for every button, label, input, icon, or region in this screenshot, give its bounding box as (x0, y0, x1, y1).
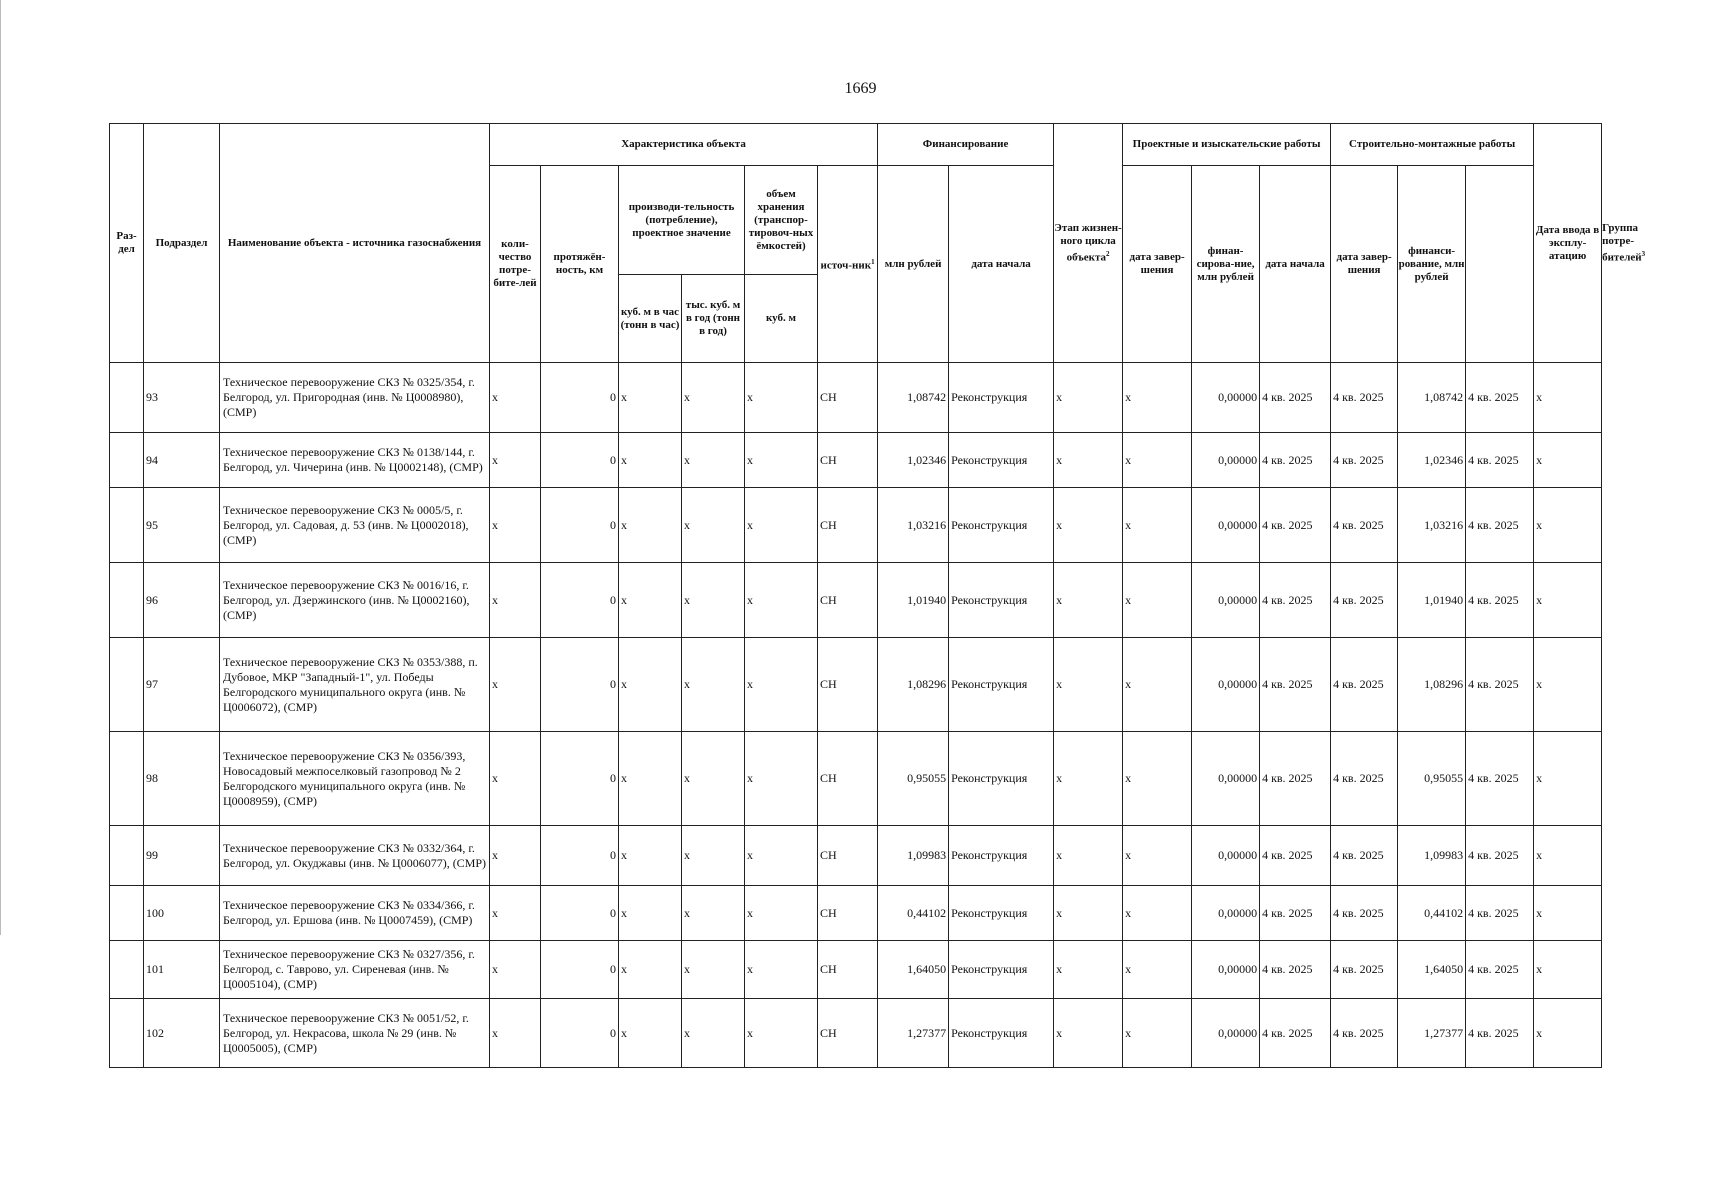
design-start-cell: x (1054, 563, 1123, 638)
object-name-cell: Техническое перевооружение СКЗ № 0327/356, г. Белгород, с. Таврово, ул. Сиреневая (инв. № Ц0005104), (СМР) (220, 941, 490, 999)
construction-financing-cell: 1,09983 (1398, 826, 1466, 886)
stage-cell: Реконструкция (949, 732, 1054, 826)
razdel-cell (110, 433, 144, 488)
consumer-group-cell: x (1534, 363, 1602, 433)
construction-end-cell: 4 кв. 2025 (1331, 363, 1398, 433)
design-start-cell: x (1054, 826, 1123, 886)
design-start-cell: x (1054, 732, 1123, 826)
object-name-cell: Техническое перевооружение СКЗ № 0016/16, г. Белгород, ул. Дзержинского (инв. № Ц0002160), (СМР) (220, 563, 490, 638)
table-row (110, 886, 1602, 941)
razdel-cell (110, 886, 144, 941)
source-cell: СН (818, 732, 878, 826)
design-end-cell: x (1123, 886, 1192, 941)
gas-objects-table: Раз-дел Подраздел Наименование объекта - источника газоснабжения Характеристика объекта Финансирование Этап жизнен-ного цикла объекта$^2$ Проектные и изыскательские работы Строительно-монтажные работы Дата ввода в эксплу-атацию Группа потре-бителей$^3$ коли-чество потре-бите-лей протяжён-ность, км производи-тельность (потребление), проектное значение объем хранения (транспор-тировоч-ных ёмкостей) источ-ник$^1$ млн рублей дата начала дата завер-шения финан-сирова-ние, млн рублей дата начала дата завер-шения финанси-рование, млн рублей куб. м в час (тонн в час) тыс. куб. м в год (тонн в год) куб. м 93 Техническое перевооружение СКЗ № 0325/354, г. Белгород, ул. Пригородная (инв. № Ц0008980), (СМР) x 0 x x x СН 1,08742 Реконструкция x x 0,00000 4 кв. 2025 4 кв. 2025 1,08742 4 кв. 2025 x 94 Техническое перевооружение СКЗ № 0138/144, г. Белгород, ул. Чичерина (инв. № Ц0002148), (СМР) x 0 x x x СН 1,02346 Реконструкция x x 0,00000 4 кв. 2025 4 кв. 2025 1,02346 4 кв. 2025 x 95 Техническое перевооружение СКЗ № 0005/5, г. Белгород, ул. Садовая, д. 53 (инв. № Ц0002018), (СМР) x 0 x x x СН 1,03216 Реконструкция x x 0,00000 4 кв. 2025 4 кв. 2025 1,03216 4 кв. 2025 x 96 Техническое перевооружение СКЗ № 0016/16, г. Белгород, ул. Дзержинского (инв. № Ц0002160), (СМР) x 0 x x x СН 1,01940 Реконструкция x x 0,00000 4 кв. 2025 4 кв. 2025 1,01940 4 кв. 2025 x 97 Техническое перевооружение СКЗ № 0353/388, п. Дубовое, МКР "Западный-1", ул. Победы Белгородского муниципального округа (инв. № Ц0006072), (СМР) x 0 x x x СН 1,08296 Реконструкция x x 0,00000 4 кв. 2025 4 кв. 2025 1,08296 4 кв. 2025 x 98 Техническое перевооружение СКЗ № 0356/393, Новосадовый межпоселковый газопровод № 2 Белгородского муниципального округа (инв. № Ц0008959), (СМР) x 0 x x x СН 0,95055 Реконструкция x x 0,00000 4 кв. 2025 4 кв. 2025 0,95055 4 кв. 2025 x 99 Техническое перевооружение СКЗ № 0332/364, г. Белгород, ул. Окуджавы (инв. № Ц0006077), (СМР) x 0 x x x СН 1,09983 Реконструкция x x 0,00000 4 кв. 2025 4 кв. 2025 1,09983 4 кв. 2025 x 100 Техническое перевооружение СКЗ № 0334/366, г. Белгород, ул. Ершова (инв. № Ц0007459), (СМР) x 0 x x x СН 0,44102 Реконструкция x x 0,00000 4 кв. 2025 4 кв. 2025 0,44102 4 кв. 2025 x 101 Техническое перевооружение СКЗ № 0327/356, г. Белгород, с. Таврово, ул. Сиреневая (инв. № Ц0005104), (СМР) x 0 x x x СН 1,64050 Реконструкция x x 0,00000 4 кв. 2025 4 кв. 2025 1,64050 4 кв. 2025 x 102 Техническое перевооружение СКЗ № 0051/52, г. Белгород, ул. Некрасова, школа № 29 (инв. № Ц0005005), (СМР) x 0 x x x СН 1,27377 Реконструкция x x 0,00000 4 кв. 2025 4 кв. 2025 1,27377 4 кв. 2025 x (109, 123, 1602, 1068)
stage-cell: Реконструкция (949, 826, 1054, 886)
capacity-year-cell: x (682, 886, 745, 941)
capacity-hour-cell: x (619, 886, 682, 941)
design-financing-cell: 0,00000 (1192, 433, 1260, 488)
length-cell: 0 (541, 732, 619, 826)
storage-cell: x (745, 886, 818, 941)
consumers-cell: x (490, 826, 541, 886)
storage-cell: x (745, 941, 818, 999)
consumers-cell: x (490, 488, 541, 563)
subsection-cell: 96 (144, 563, 220, 638)
construction-start-cell: 4 кв. 2025 (1260, 732, 1331, 826)
design-financing-cell: 0,00000 (1192, 363, 1260, 433)
source-cell: СН (818, 941, 878, 999)
object-name-cell: Техническое перевооружение СКЗ № 0334/366, г. Белгород, ул. Ершова (инв. № Ц0007459), (СМР) (220, 886, 490, 941)
storage-cell: x (745, 826, 818, 886)
razdel-cell (110, 999, 144, 1068)
subsection-cell: 94 (144, 433, 220, 488)
consumer-group-cell: x (1534, 638, 1602, 732)
mln-cell: 1,08296 (878, 638, 949, 732)
design-financing-cell: 0,00000 (1192, 732, 1260, 826)
mln-cell: 1,01940 (878, 563, 949, 638)
construction-start-cell: 4 кв. 2025 (1260, 638, 1331, 732)
construction-end-cell: 4 кв. 2025 (1331, 563, 1398, 638)
design-end-cell: x (1123, 732, 1192, 826)
source-cell: СН (818, 886, 878, 941)
commissioning-cell: 4 кв. 2025 (1466, 363, 1534, 433)
table-row (110, 638, 1602, 732)
construction-start-cell: 4 кв. 2025 (1260, 363, 1331, 433)
design-financing-cell: 0,00000 (1192, 638, 1260, 732)
storage-cell: x (745, 363, 818, 433)
subsection-cell: 101 (144, 941, 220, 999)
subsection-cell: 100 (144, 886, 220, 941)
construction-start-cell: 4 кв. 2025 (1260, 886, 1331, 941)
capacity-hour-cell: x (619, 941, 682, 999)
consumers-cell: x (490, 563, 541, 638)
subsection-cell: 98 (144, 732, 220, 826)
table-row (110, 999, 1602, 1068)
capacity-hour-cell: x (619, 563, 682, 638)
header-capacity: производи-тельность (потребление), проектное значение (619, 166, 745, 275)
mln-cell: 1,08742 (878, 363, 949, 433)
capacity-year-cell: x (682, 826, 745, 886)
design-end-cell: x (1123, 826, 1192, 886)
subsection-cell: 97 (144, 638, 220, 732)
construction-financing-cell: 1,27377 (1398, 999, 1466, 1068)
object-name-cell: Техническое перевооружение СКЗ № 0005/5, г. Белгород, ул. Садовая, д. 53 (инв. № Ц0002018), (СМР) (220, 488, 490, 563)
subsection-cell: 102 (144, 999, 220, 1068)
capacity-year-cell: x (682, 638, 745, 732)
header-capacity-hour: куб. м в час (тонн в час) (619, 275, 682, 363)
capacity-hour-cell: x (619, 999, 682, 1068)
construction-end-cell: 4 кв. 2025 (1331, 886, 1398, 941)
commissioning-cell: 4 кв. 2025 (1466, 563, 1534, 638)
storage-cell: x (745, 732, 818, 826)
length-cell: 0 (541, 999, 619, 1068)
header-construction-financing: финанси-рование, млн рублей (1398, 166, 1466, 363)
object-name-cell: Техническое перевооружение СКЗ № 0138/144, г. Белгород, ул. Чичерина (инв. № Ц0002148), (СМР) (220, 433, 490, 488)
storage-cell: x (745, 638, 818, 732)
header-length: протяжён-ность, км (541, 166, 619, 363)
mln-cell: 1,64050 (878, 941, 949, 999)
consumers-cell: x (490, 886, 541, 941)
header-storage: объем хранения (транспор-тировоч-ных ёмкостей) (745, 166, 818, 275)
source-cell: СН (818, 488, 878, 563)
consumer-group-cell: x (1534, 826, 1602, 886)
consumers-cell: x (490, 999, 541, 1068)
header-construction-date-end: дата завер-шения (1331, 166, 1398, 363)
construction-financing-cell: 1,08296 (1398, 638, 1466, 732)
header-design-date-end: дата завер-шения (1123, 166, 1192, 363)
mln-cell: 1,02346 (878, 433, 949, 488)
length-cell: 0 (541, 638, 619, 732)
table-row (110, 363, 1602, 433)
header-characteristics: Характеристика объекта (490, 124, 878, 166)
design-financing-cell: 0,00000 (1192, 488, 1260, 563)
stage-cell: Реконструкция (949, 363, 1054, 433)
construction-end-cell: 4 кв. 2025 (1331, 638, 1398, 732)
design-start-cell: x (1054, 488, 1123, 563)
storage-cell: x (745, 563, 818, 638)
construction-start-cell: 4 кв. 2025 (1260, 941, 1331, 999)
table-row (110, 488, 1602, 563)
mln-cell: 0,95055 (878, 732, 949, 826)
header-mln-rub: млн рублей (878, 166, 949, 363)
construction-end-cell: 4 кв. 2025 (1331, 941, 1398, 999)
length-cell: 0 (541, 563, 619, 638)
design-end-cell: x (1123, 563, 1192, 638)
source-cell: СН (818, 999, 878, 1068)
construction-end-cell: 4 кв. 2025 (1331, 732, 1398, 826)
commissioning-cell: 4 кв. 2025 (1466, 999, 1534, 1068)
construction-start-cell: 4 кв. 2025 (1260, 999, 1331, 1068)
stage-cell: Реконструкция (949, 433, 1054, 488)
page-number: 1669 (844, 80, 877, 97)
length-cell: 0 (541, 363, 619, 433)
stage-cell: Реконструкция (949, 999, 1054, 1068)
source-cell: СН (818, 638, 878, 732)
header-stage: Этап жизнен-ного цикла объекта$^2$ (1054, 124, 1123, 363)
design-end-cell: x (1123, 638, 1192, 732)
razdel-cell (110, 563, 144, 638)
header-construction-works: Строительно-монтажные работы (1331, 124, 1534, 166)
commissioning-cell: 4 кв. 2025 (1466, 941, 1534, 999)
design-end-cell: x (1123, 941, 1192, 999)
object-name-cell: Техническое перевооружение СКЗ № 0356/393, Новосадовый межпоселковый газопровод № 2 Белгородского муниципального округа (инв. № Ц0008959), (СМР) (220, 732, 490, 826)
design-financing-cell: 0,00000 (1192, 999, 1260, 1068)
stage-cell: Реконструкция (949, 638, 1054, 732)
object-name-cell: Техническое перевооружение СКЗ № 0332/364, г. Белгород, ул. Окуджавы (инв. № Ц0006077), (СМР) (220, 826, 490, 886)
mln-cell: 1,27377 (878, 999, 949, 1068)
table-row (110, 941, 1602, 999)
capacity-year-cell: x (682, 732, 745, 826)
storage-cell: x (745, 999, 818, 1068)
capacity-year-cell: x (682, 433, 745, 488)
subsection-cell: 95 (144, 488, 220, 563)
capacity-year-cell: x (682, 941, 745, 999)
design-start-cell: x (1054, 886, 1123, 941)
object-name-cell: Техническое перевооружение СКЗ № 0051/52, г. Белгород, ул. Некрасова, школа № 29 (инв. № Ц0005005), (СМР) (220, 999, 490, 1068)
mln-cell: 0,44102 (878, 886, 949, 941)
consumers-cell: x (490, 638, 541, 732)
capacity-year-cell: x (682, 999, 745, 1068)
capacity-year-cell: x (682, 563, 745, 638)
razdel-cell (110, 732, 144, 826)
subsection-cell: 93 (144, 363, 220, 433)
construction-financing-cell: 1,02346 (1398, 433, 1466, 488)
mln-cell: 1,03216 (878, 488, 949, 563)
header-design-financing: финан-сирова-ние, млн рублей (1192, 166, 1260, 363)
length-cell: 0 (541, 488, 619, 563)
stage-cell: Реконструкция (949, 941, 1054, 999)
consumer-group-cell: x (1534, 433, 1602, 488)
capacity-year-cell: x (682, 488, 745, 563)
commissioning-cell: 4 кв. 2025 (1466, 488, 1534, 563)
construction-financing-cell: 1,08742 (1398, 363, 1466, 433)
design-start-cell: x (1054, 363, 1123, 433)
construction-start-cell: 4 кв. 2025 (1260, 433, 1331, 488)
consumer-group-cell: x (1534, 886, 1602, 941)
header-consumers-count: коли-чество потре-бите-лей (490, 166, 541, 363)
construction-end-cell: 4 кв. 2025 (1331, 826, 1398, 886)
design-start-cell: x (1054, 433, 1123, 488)
page-edge-line (0, 0, 1, 935)
header-capacity-year: тыс. куб. м в год (тонн в год) (682, 275, 745, 363)
razdel-cell (110, 638, 144, 732)
capacity-hour-cell: x (619, 488, 682, 563)
source-cell: СН (818, 363, 878, 433)
construction-financing-cell: 1,01940 (1398, 563, 1466, 638)
consumer-group-cell: x (1534, 563, 1602, 638)
storage-cell: x (745, 488, 818, 563)
consumer-group-cell: x (1534, 488, 1602, 563)
mln-cell: 1,09983 (878, 826, 949, 886)
capacity-hour-cell: x (619, 638, 682, 732)
design-start-cell: x (1054, 638, 1123, 732)
stage-cell: Реконструкция (949, 488, 1054, 563)
razdel-cell (110, 941, 144, 999)
commissioning-cell: 4 кв. 2025 (1466, 433, 1534, 488)
commissioning-cell: 4 кв. 2025 (1466, 886, 1534, 941)
storage-cell: x (745, 433, 818, 488)
capacity-hour-cell: x (619, 433, 682, 488)
construction-end-cell: 4 кв. 2025 (1331, 999, 1398, 1068)
header-design-works: Проектные и изыскательские работы (1123, 124, 1331, 166)
construction-end-cell: 4 кв. 2025 (1331, 488, 1398, 563)
header-podrazdel: Подраздел (144, 124, 220, 363)
header-storage-unit: куб. м (745, 275, 818, 363)
design-end-cell: x (1123, 433, 1192, 488)
design-financing-cell: 0,00000 (1192, 826, 1260, 886)
design-financing-cell: 0,00000 (1192, 563, 1260, 638)
design-end-cell: x (1123, 999, 1192, 1068)
consumers-cell: x (490, 363, 541, 433)
design-start-cell: x (1054, 999, 1123, 1068)
construction-end-cell: 4 кв. 2025 (1331, 433, 1398, 488)
consumers-cell: x (490, 732, 541, 826)
table-row (110, 563, 1602, 638)
stage-cell: Реконструкция (949, 886, 1054, 941)
header-financing: Финансирование (878, 124, 1054, 166)
design-financing-cell: 0,00000 (1192, 886, 1260, 941)
consumer-group-cell: x (1534, 732, 1602, 826)
capacity-hour-cell: x (619, 363, 682, 433)
header-object-name: Наименование объекта - источника газоснабжения (220, 124, 490, 363)
construction-financing-cell: 1,03216 (1398, 488, 1466, 563)
header-construction-date-start: дата начала (1260, 166, 1331, 363)
source-cell: СН (818, 433, 878, 488)
header-razdel: Раз-дел (110, 124, 144, 363)
source-cell: СН (818, 826, 878, 886)
consumer-group-cell: x (1534, 999, 1602, 1068)
table-row (110, 433, 1602, 488)
consumers-cell: x (490, 941, 541, 999)
source-cell: СН (818, 563, 878, 638)
table-row (110, 826, 1602, 886)
length-cell: 0 (541, 433, 619, 488)
header-commissioning: Дата ввода в эксплу-атацию (1534, 124, 1602, 363)
capacity-hour-cell: x (619, 732, 682, 826)
razdel-cell (110, 488, 144, 563)
length-cell: 0 (541, 826, 619, 886)
commissioning-cell: 4 кв. 2025 (1466, 638, 1534, 732)
subsection-cell: 99 (144, 826, 220, 886)
consumers-cell: x (490, 433, 541, 488)
commissioning-cell: 4 кв. 2025 (1466, 732, 1534, 826)
table-row (110, 732, 1602, 826)
commissioning-cell: 4 кв. 2025 (1466, 826, 1534, 886)
design-end-cell: x (1123, 488, 1192, 563)
object-name-cell: Техническое перевооружение СКЗ № 0325/354, г. Белгород, ул. Пригородная (инв. № Ц0008980), (СМР) (220, 363, 490, 433)
header-source: источ-ник$^1$ (818, 166, 878, 363)
header-design-date-start: дата начала (949, 166, 1054, 363)
capacity-hour-cell: x (619, 826, 682, 886)
object-name-cell: Техническое перевооружение СКЗ № 0353/388, п. Дубовое, МКР "Западный-1", ул. Победы Белгородского муниципального округа (инв. № Ц0006072), (СМР) (220, 638, 490, 732)
razdel-cell (110, 826, 144, 886)
consumer-group-cell: x (1534, 941, 1602, 999)
design-financing-cell: 0,00000 (1192, 941, 1260, 999)
razdel-cell (110, 363, 144, 433)
construction-financing-cell: 1,64050 (1398, 941, 1466, 999)
stage-cell: Реконструкция (949, 563, 1054, 638)
design-end-cell: x (1123, 363, 1192, 433)
construction-financing-cell: 0,44102 (1398, 886, 1466, 941)
design-start-cell: x (1054, 941, 1123, 999)
length-cell: 0 (541, 941, 619, 999)
construction-financing-cell: 0,95055 (1398, 732, 1466, 826)
capacity-year-cell: x (682, 363, 745, 433)
length-cell: 0 (541, 886, 619, 941)
construction-start-cell: 4 кв. 2025 (1260, 488, 1331, 563)
construction-start-cell: 4 кв. 2025 (1260, 826, 1331, 886)
construction-start-cell: 4 кв. 2025 (1260, 563, 1331, 638)
